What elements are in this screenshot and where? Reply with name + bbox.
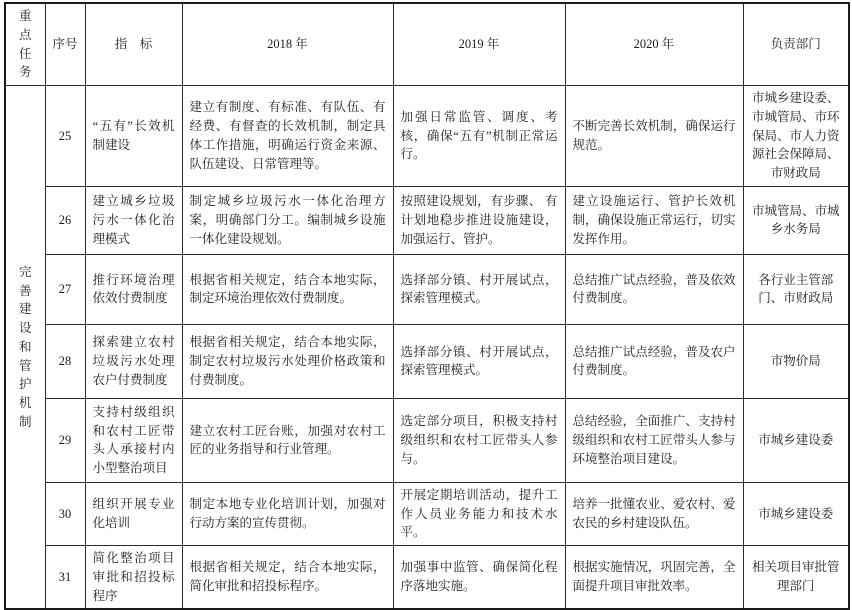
plan-2019-cell: 加强日常监管、调度、考核，确保“五有”机制正常运行。 [393,86,565,187]
task-group-cell: 完善建设和管护机制 [5,86,45,610]
col-header-no: 序号 [45,3,85,86]
plan-2018-cell: 根据省相关规定，结合本地实际，简化审批和招投标程序。 [182,546,393,610]
plan-2018-cell: 制定城乡垃圾污水一体化治理方案，明确部门分工。编制城乡设施一体化建设规划。 [182,186,393,254]
table-header-row [5,3,849,86]
indicator-cell: “五有”长效机制建设 [85,86,182,187]
plan-2020-cell: 总结经验，全面推广、支持村级组织和农村工匠带头人参与环境整治项目建设。 [565,398,743,482]
plan-2018-cell: 制定本地专业化培训计划，加强对行动方案的宣传贯彻。 [182,482,393,545]
indicator-cell: 探索建立农村垃圾污水处理农户付费制度 [85,324,182,398]
plan-2018-cell: 根据省相关规定，结合本地实际，制定环境治理依效付费制度。 [182,254,393,324]
table-row [5,86,849,187]
table-row [5,186,849,254]
plan-2020-cell: 根据实施情况，巩固完善，全面提升项目审批效率。 [565,546,743,610]
plan-2019-cell: 按照建设规划，有步骤、 有计划地稳步推进设施建设，加强运行、管护。 [393,186,565,254]
indicator-cell: 支持村级组织和农村工匠带头人承接村内小型整治项目 [85,398,182,482]
plan-2019-cell: 选择部分镇、村开展试点，探索管理模式。 [393,324,565,398]
indicator-cell: 建立城乡垃圾污水一体化治理模式 [85,186,182,254]
col-header-2018: 2018 年 [182,3,393,86]
plan-2020-cell: 总结推广试点经验，普及农户付费制度。 [565,324,743,398]
plan-2020-cell: 培养一批懂农业、爱农村、爱农民的乡村建设队伍。 [565,482,743,545]
row-number: 25 [45,86,85,187]
dept-cell: 市物价局 [743,324,849,398]
plan-2019-cell: 开展定期培训活动，提升工作人员业务能力和技术水平。 [393,482,565,545]
plan-2018-cell: 根据省相关规定，结合本地实际，制定农村垃圾污水处理价格政策和付费制度。 [182,324,393,398]
indicator-cell: 推行环境治理依效付费制度 [85,254,182,324]
plan-2018-cell: 建立农村工匠台账，加强对农村工匠的业务指导和行业管理。 [182,398,393,482]
row-number: 30 [45,482,85,545]
dept-cell: 市城管局、市城乡水务局 [743,186,849,254]
dept-cell: 市城乡建设委 [743,482,849,545]
row-number: 29 [45,398,85,482]
dept-cell: 市城乡建设委、市城管局、市环保局、市人力资源社会保障局、市财政局 [743,86,849,187]
col-header-task: 重点任务 [5,3,45,86]
action-plan-table [4,2,850,610]
indicator-cell: 组织开展专业化培训 [85,482,182,545]
plan-2020-cell: 总结推广试点经验，普及依效付费制度。 [565,254,743,324]
plan-2020-cell: 不断完善长效机制，确保运行规范。 [565,86,743,187]
plan-2020-cell: 建立设施运行、管护长效机制，确保设施正常运行，切实发挥作用。 [565,186,743,254]
col-header-dept: 负责部门 [743,3,849,86]
plan-2018-cell: 建立有制度、有标准、有队伍、有经费、有督查的长效机制，制定具体工作措施，明确运行资金来源、队伍建设、日常管理等。 [182,86,393,187]
plan-2019-cell: 加强事中监管、确保简化程序落地实施。 [393,546,565,610]
col-header-indicator: 指 标 [85,3,182,86]
table-row [5,254,849,324]
dept-cell: 相关项目审批管理部门 [743,546,849,610]
row-number: 31 [45,546,85,610]
table-row [5,546,849,610]
table-row [5,324,849,398]
col-header-2020: 2020 年 [565,3,743,86]
table-row [5,482,849,545]
dept-cell: 市城乡建设委 [743,398,849,482]
row-number: 27 [45,254,85,324]
plan-2019-cell: 选择部分镇、村开展试点，探索管理模式。 [393,254,565,324]
row-number: 26 [45,186,85,254]
row-number: 28 [45,324,85,398]
table-row [5,398,849,482]
col-header-2019: 2019 年 [393,3,565,86]
dept-cell: 各行业主管部门、市财政局 [743,254,849,324]
indicator-cell: 简化整治项目审批和招投标程序 [85,546,182,610]
plan-2019-cell: 选定部分项目，积极支持村级组织和农村工匠带头人参与。 [393,398,565,482]
